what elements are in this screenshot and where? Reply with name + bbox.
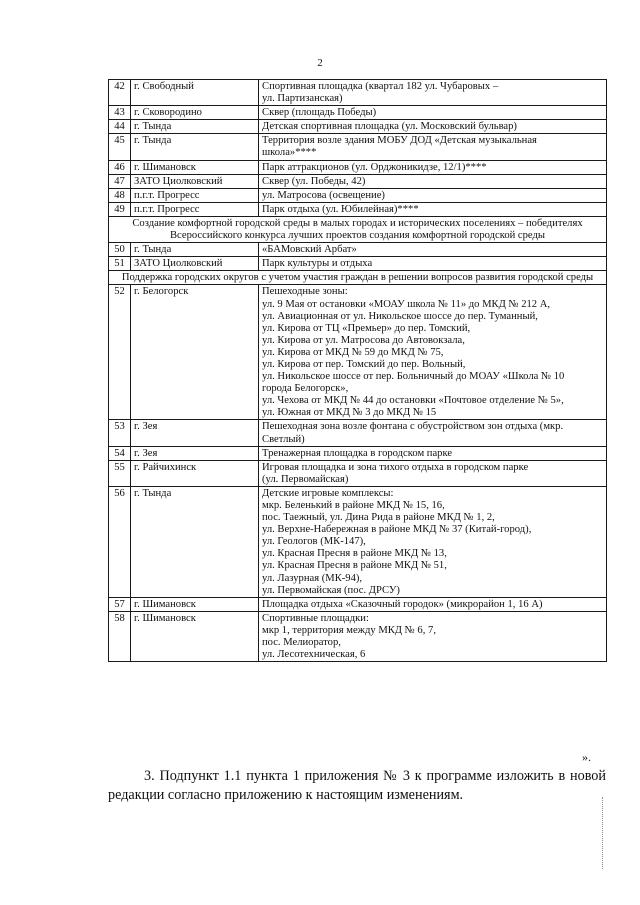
table-row	[109, 446, 607, 460]
row-object: Сквер (ул. Победы, 42)	[259, 174, 607, 188]
row-municipality: г. Шимановск	[131, 597, 259, 611]
row-number: 50	[109, 243, 131, 257]
row-object: Парк культуры и отдыха	[259, 257, 607, 271]
table-row	[109, 486, 607, 597]
row-municipality: п.г.т. Прогресс	[131, 188, 259, 202]
row-municipality: г. Шимановск	[131, 611, 259, 661]
table-row	[109, 611, 607, 661]
row-municipality: г. Шимановск	[131, 160, 259, 174]
row-object: Пешеходные зоны: ул. 9 Мая от остановки «МОАУ школа № 11» до МКД № 212 А, ул. Авиационная от ул. Никольское шоссе до пер. Туманный, ул. Кирова от ТЦ «Премьер» до пер. Томский, ул. Кирова от ул. Матросова до Автовокзала, ул. Кирова от МКД № 59 до МКД № 75, ул. Кирова от пер. Томский до пер. Вольный, ул. Никольское шоссе от пер. Больничный до МОАУ «Школа № 10 города Белогорск», ул. Чехова от МКД № 44 до остановки «Почтовое отделение № 5», ул. Южная от МКД № 3 до МКД № 15	[259, 285, 607, 420]
row-number: 44	[109, 120, 131, 134]
row-object: Детские игровые комплексы: мкр. Беленький в районе МКД № 15, 16, пос. Таежный, ул. Дина Рида в районе МКД № 1, 2, ул. Верхне-Набережная в районе МКД № 37 (Китай-город), ул. Геологов (МК-147), ул. Красная Пресня в районе МКД № 13, ул. Красная Пресня в районе МКД № 51, ул. Лазурная (МК-94), ул. Первомайская (пос. ДРСУ)	[259, 486, 607, 597]
row-number: 47	[109, 174, 131, 188]
row-object: Территория возле здания МОБУ ДОД «Детская музыкальная школа»****	[259, 134, 607, 160]
row-municipality: г. Райчихинск	[131, 460, 259, 486]
row-object: Площадка отдыха «Сказочный городок» (микрорайон 1, 16 А)	[259, 597, 607, 611]
row-object: Спортивные площадки: мкр 1, территория между МКД № 6, 7, пос. Мелиоратор, ул. Лесотехническая, 6	[259, 611, 607, 661]
table-row	[109, 106, 607, 120]
row-number: 52	[109, 285, 131, 420]
row-object: Детская спортивная площадка (ул. Московский бульвар)	[259, 120, 607, 134]
table-row	[109, 597, 607, 611]
table-row	[109, 174, 607, 188]
row-municipality: г. Тында	[131, 243, 259, 257]
row-number: 43	[109, 106, 131, 120]
row-object: ул. Матросова (освещение)	[259, 188, 607, 202]
row-number: 49	[109, 202, 131, 216]
table-row	[109, 285, 607, 420]
row-object: Спортивная площадка (квартал 182 ул. Чубаровых – ул. Партизанская)	[259, 80, 607, 106]
page-edge-mark	[602, 797, 604, 869]
section-title: Поддержка городских округов с учетом участия граждан в решении вопросов развития городской среды	[109, 271, 607, 285]
table-row	[109, 202, 607, 216]
row-municipality: г. Белогорск	[131, 285, 259, 420]
row-object: Тренажерная площадка в городском парке	[259, 446, 607, 460]
table-row	[109, 188, 607, 202]
row-number: 55	[109, 460, 131, 486]
row-object: Сквер (площадь Победы)	[259, 106, 607, 120]
row-municipality: г. Зея	[131, 446, 259, 460]
row-number: 46	[109, 160, 131, 174]
row-municipality: п.г.т. Прогресс	[131, 202, 259, 216]
row-number: 48	[109, 188, 131, 202]
table-row	[109, 243, 607, 257]
row-number: 56	[109, 486, 131, 597]
row-municipality: г. Сковородино	[131, 106, 259, 120]
row-number: 42	[109, 80, 131, 106]
section-title: Создание комфортной городской среды в малых городах и исторических поселениях – победителях Всероссийского конкурса лучших проектов создания комфортной городской среды	[109, 216, 607, 242]
row-object: Парк отдыха (ул. Юбилейная)****	[259, 202, 607, 216]
closing-quote: ».	[582, 750, 591, 764]
row-object: «БАМовский Арбат»	[259, 243, 607, 257]
table-row	[109, 160, 607, 174]
amendment-paragraph: 3. Подпункт 1.1 пункта 1 приложения № 3 к программе изложить в новой редакции согласно приложению к настоящим изменениям.	[108, 768, 606, 803]
objects-table	[108, 79, 607, 662]
row-municipality: ЗАТО Циолковский	[131, 174, 259, 188]
objects-table-body	[109, 80, 607, 662]
row-number: 58	[109, 611, 131, 661]
row-municipality: г. Тында	[131, 120, 259, 134]
row-object: Пешеходная зона возле фонтана с обустройством зон отдыха (мкр. Светлый)	[259, 420, 607, 446]
page-number: 2	[317, 57, 323, 69]
row-municipality: г. Зея	[131, 420, 259, 446]
row-municipality: ЗАТО Циолковский	[131, 257, 259, 271]
row-number: 51	[109, 257, 131, 271]
table-row	[109, 80, 607, 106]
row-number: 53	[109, 420, 131, 446]
table-row	[109, 420, 607, 446]
section-row	[109, 271, 607, 285]
table-row	[109, 257, 607, 271]
table-row	[109, 460, 607, 486]
table-row	[109, 134, 607, 160]
row-number: 54	[109, 446, 131, 460]
row-number: 45	[109, 134, 131, 160]
row-object: Парк аттракционов (ул. Орджоникидзе, 12/1)****	[259, 160, 607, 174]
row-municipality: г. Тында	[131, 134, 259, 160]
row-number: 57	[109, 597, 131, 611]
row-municipality: г. Свободный	[131, 80, 259, 106]
row-object: Игровая площадка и зона тихого отдыха в городском парке (ул. Первомайская)	[259, 460, 607, 486]
section-row	[109, 216, 607, 242]
table-row	[109, 120, 607, 134]
row-municipality: г. Тында	[131, 486, 259, 597]
